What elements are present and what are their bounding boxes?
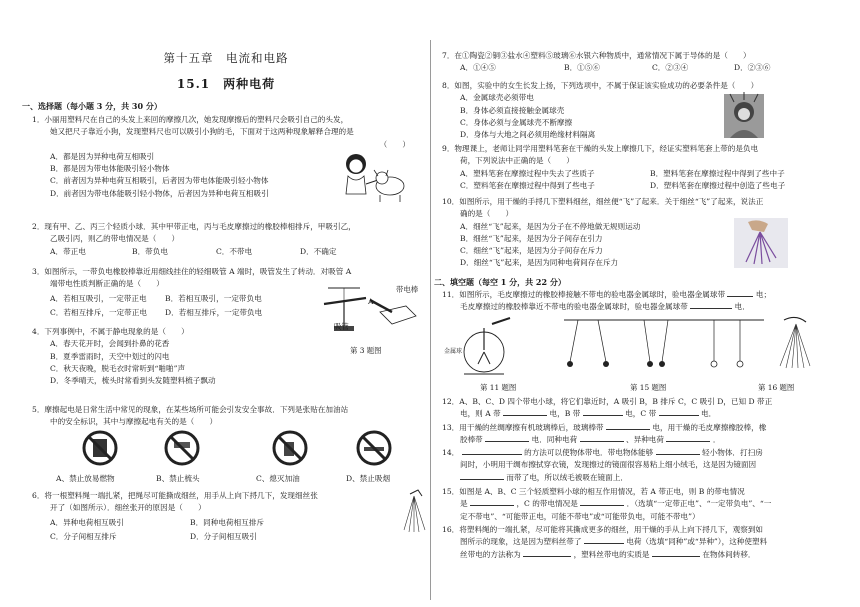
q16-blank-3[interactable] [652,556,700,557]
q15-text-2b: ，C 的带电情况是 [516,499,578,509]
q7-option-a[interactable]: A．①④⑤ [460,63,496,73]
q15-blank-2[interactable] [580,505,624,506]
q3-rod-label: 带电棒 [396,285,419,294]
q9-option-a[interactable]: A．塑料笔套在摩擦过程中失去了些质子 [460,168,595,178]
q13-blank-4[interactable] [666,441,710,442]
q13-text-2c: 、异种电荷 [626,435,664,445]
q11-caption: 第 11 题图 [480,383,517,392]
q10-option-d[interactable]: D．细丝“飞”起来，是因为同种电荷间存在斥力 [460,258,619,268]
q16-text-3a: 丝带电的方法称为 [460,549,521,559]
q15-caption: 第 15 题图 [630,383,667,392]
q6-option-a[interactable]: A．异种电荷相互吸引 [50,517,124,527]
q12-blank-c[interactable] [659,415,699,416]
q4-option-b[interactable]: B．夏季雷雨时，天空中划过的闪电 [50,351,170,361]
q15-balls-figure [564,318,764,378]
q14-text-1c: 轻小物体．打扫房 [702,448,763,457]
q10-option-b[interactable]: B．细丝“飞”起来，是因为分子间存在引力 [460,233,603,243]
q13-text-1b: 电，用干燥的毛皮摩擦橡胶棒，橡 [652,423,767,432]
q16-text-3c: 在物体间转移． [702,549,756,559]
q7-option-c[interactable]: C．②③④ [652,63,689,73]
q4-option-a[interactable]: A．春天花开时，会闻到扑鼻的花香 [50,339,170,349]
question-7 [442,50,838,75]
q3-line2: 端带电性质判断正确的是（ ） [50,279,164,289]
column-divider [430,40,431,600]
q15-blank-1[interactable] [470,505,514,506]
q12-text-2b: 电，B 带 [549,409,581,419]
q1-option-a[interactable]: A．都是因为异种电荷互相吸引 [50,151,155,161]
q12-text-2d: 电． [701,409,717,419]
sign-engine-off-icon[interactable] [272,430,308,466]
q3-straw-label: 吸管 [334,322,349,331]
q11-text-1b: 电； [755,290,772,299]
q6-option-c[interactable]: C．分子间相互排斥 [50,531,117,541]
question-4 [32,326,332,387]
q14-blank-1[interactable] [462,454,522,455]
q16-text-1: 16．将塑料绳的一端扎紧，尽可能将其撕成更多的细丝，用干燥的手从上向下捋几下，观察到如 [442,525,764,534]
q2-option-a[interactable]: A．带正电 [50,246,86,256]
question-9 [442,143,838,192]
q2-line2: 乙吸引丙，则乙的带电情况是（ ） [50,234,180,244]
q15-text-2a: 是 [460,499,468,509]
q3-option-d[interactable]: D．若相互排斥，一定带负电 [165,307,263,317]
q8-option-a[interactable]: A．金属球壳必须带电 [460,93,534,103]
q6-option-d[interactable]: D．分子间相互吸引 [190,531,257,541]
question-6 [32,490,412,543]
q5-option-c[interactable]: C、熄灭加油 [256,474,300,483]
q5-line2: 中的安全标识，其中与摩擦起电有关的是（ ） [50,417,218,427]
q6-line2: 开了（如图所示）．细丝张开的原因是（ ） [50,503,206,513]
q15-text-1: 15．如图是 A、B、C 三个轻质塑料小球的相互作用情况，若 A 带正电，则 B 的带电情况 [442,487,745,496]
q1-line2: 她又把尺子靠近小狗，发现塑料尺也可以吸引小狗的毛，下面对于这两种现象解释合理的是 [50,127,354,137]
q5-option-a[interactable]: A、禁止放易燃物 [56,474,115,483]
q13-text-2d: ． [712,435,721,445]
q9-option-d[interactable]: D．塑料笔套在摩擦过程中创造了些电子 [650,180,786,190]
q11-blank-1[interactable] [727,296,753,297]
q8-option-d[interactable]: D．身体与大地之间必须用绝缘材料隔离 [460,130,596,140]
q11-metal-ball-label: 金属球 [444,348,463,355]
q10-line1: 10．如图所示，用干燥的手捋几下塑料细丝，细丝便“飞”了起来．关于细丝“飞”了起来，说法正 [442,197,764,206]
q14-text-1a: 14． [442,448,460,457]
part2-heading: 二、填空题（每空 1 分，共 22 分） [434,277,566,287]
q15-text-2c: ．（选填“一定带正电”、“一定带负电”、“一 [626,499,772,509]
q13-blank-3[interactable] [580,441,624,442]
q6-strands-figure [400,490,430,534]
question-12 [442,396,838,421]
question-14 [442,447,838,484]
q3-line1: 3．如图所示，一带负电橡胶棒靠近用细线挂住的轻细吸管 A 端时，吸管发生了转动．对吸管 A [32,267,352,276]
sign-no-smoking-icon[interactable] [356,430,392,466]
q5-options [56,473,446,485]
q4-line1: 4．下列事例中，不属于静电现象的是（ ） [32,327,189,336]
q6-line1: 6．将一根塑料绳一端扎紧，把绳尽可能撕成细丝，用手从上向下捋几下，发现细丝张 [32,491,318,500]
q16-text-2a: 图所示的现象，这是因为塑料丝带了 [460,537,582,547]
question-15 [442,486,838,523]
question-2 [32,221,422,258]
q2-option-b[interactable]: B．带负电 [132,246,168,256]
q9-line1: 9．物理课上，老师让同学用塑料笔套在干燥的头发上摩擦几下，经证实塑料笔套上带的是负电 [442,144,759,153]
q16-blank-2[interactable] [523,556,571,557]
q13-text-2b: 电．同种电荷 [531,435,578,445]
q12-text-1: 12．A、B、C、D 四个带电小球，将它们靠近时，A 吸引 B，B 排斥 C，C 吸引 D，已知 D 带正 [442,397,773,406]
q1-option-c[interactable]: C．前者因为异种电荷互相吸引，后者因为带电体能吸引轻小物体 [50,176,269,186]
q11-text-2b: 电． [734,302,750,312]
q12-blank-b[interactable] [583,415,623,416]
q14-text-1b: 的方法可以使物体带电．带电物体能够 [524,448,654,457]
q14-text-2: 间时，小明用干绸布擦拭穿衣镜，发现擦过的镜面很容易粘上细小绒毛，这是因为镜面因 [460,460,757,470]
q15-text-3: 定不带电”、“可能带正电，可能不带电”或“可能带负电，可能不带电”） [460,511,700,521]
q1-option-d[interactable]: D．前者因为带电体能吸引轻小物体，后者因为异种电荷互相吸引 [50,188,269,198]
sign-no-flammables-icon[interactable] [82,430,118,466]
part1-heading: 一、选择题（每小题 3 分，共 30 分） [22,101,162,111]
q8-girl-photo [724,94,764,138]
q16-caption: 第 16 题图 [758,383,795,392]
q12-text-2c: 电，C 带 [625,409,657,419]
q12-blank-a[interactable] [503,415,547,416]
q5-option-d[interactable]: D、禁止吸烟 [346,474,391,483]
q14-text-3b: 而带了电，所以绒毛被吸在镜面上． [506,472,628,482]
q16-text-3b: ，塑料丝带电的实质是 [573,549,650,559]
question-5 [32,404,422,429]
question-16 [442,524,838,561]
q3-caption: 第 3 题图 [350,346,382,355]
q13-blank-1[interactable] [606,429,650,430]
q16-strands-figure [776,314,816,370]
q11-blank-2[interactable] [690,308,732,309]
question-8 [442,80,838,141]
q7-line1: 7．在①陶瓷②铜③盐水④塑料⑤玻璃⑥水银六种物质中，通常情况下属于导体的是（ ） [442,51,751,60]
q10-line2: 确的是（ ） [460,209,514,219]
q3-option-a[interactable]: A．若相互吸引，一定带正电 [50,293,147,303]
q4-option-d[interactable]: D．冬季晴天，梳头时常看到头发随塑料梳子飘动 [50,376,216,386]
question-11 [442,289,838,314]
q13-text-2a: 胶棒带 [460,435,483,445]
q8-option-b[interactable]: B．身体必须直接接触金属球壳 [460,105,565,115]
chapter-title: 第十五章 电流和电路 [163,51,289,65]
question-13 [442,422,838,447]
q3-option-b[interactable]: B．若相互吸引，一定带负电 [165,293,262,303]
q2-line1: 2．现有甲、乙、丙三个轻质小球．其中甲带正电，丙与毛皮摩擦过的橡胶棒相排斥，甲吸引乙， [32,222,356,231]
sign-no-combing-icon[interactable] [164,430,200,466]
q2-option-c[interactable]: C．不带电 [216,246,253,256]
q11-text-2a: 毛皮摩擦过的橡胶棒靠近不带电的验电器金属球时，验电器金属球带 [460,302,688,312]
q3-option-c[interactable]: C．若相互排斥，一定带正电 [50,307,147,317]
q6-option-b[interactable]: B．同种电荷相互排斥 [190,517,264,527]
q10-strands-photo [734,218,788,268]
q10-option-a[interactable]: A．细丝“飞”起来，是因为分子在不停地做无规则运动 [460,221,641,231]
q3-end-a-label: A [368,297,374,306]
q2-option-d[interactable]: D．不确定 [300,246,337,256]
q11-electroscope-figure [456,318,512,378]
q14-blank-3[interactable] [460,479,504,480]
q13-text-1a: 13．用干燥的丝绸摩擦有机玻璃棒后，玻璃棒带 [442,423,604,432]
q9-line2: 荷，下列说法中正确的是（ ） [460,156,574,166]
q7-option-d[interactable]: D．②③⑥ [734,63,771,73]
q1-line1: 1．小丽用塑料尺在自己的头发上来回的摩擦几次，她发现摩擦后的塑料尺会吸引自己的头发， [32,115,349,124]
q7-option-b[interactable]: B．①⑤⑥ [564,63,600,73]
q1-option-b[interactable]: B．都是因为带电体能吸引轻小物体 [50,164,170,174]
q14-blank-2[interactable] [656,454,700,455]
q12-text-2a: 电，则 A 带 [460,409,501,419]
girl-dog-illustration [338,150,408,208]
q9-option-b[interactable]: B．塑料笔套在摩擦过程中得到了些中子 [650,168,785,178]
q5-line1: 5．摩擦起电是日常生活中常见的现象，在某些场所可能会引发安全事故．下列是张贴在加油站 [32,405,349,414]
q13-blank-2[interactable] [485,441,529,442]
q1-paren: （ ） [379,139,410,149]
section-title: 15.1 两种电荷 [176,77,276,91]
q4-option-c[interactable]: C．秋天夜晚，脱毛衣时常听到“啪啪”声 [50,363,186,373]
q9-option-c[interactable]: C．塑料笔套在摩擦过程中得到了些电子 [460,180,595,190]
q8-line1: 8．如图，实验中的女生长发上扬，下列选项中，不属于保证该实验成功的必要条件是（ ） [442,81,759,90]
q16-text-2b: 电荷（选填“同种”或“异种”），这种使塑料 [626,537,768,547]
q16-blank-1[interactable] [584,543,624,544]
q5-option-b[interactable]: B、禁止梳头 [156,474,200,483]
q8-option-c[interactable]: C．身体必须与金属球壳不断摩擦 [460,117,573,127]
q11-text-1a: 11．如图所示，毛皮摩擦过的橡胶棒接触不带电的验电器金属球时，验电器金属球带 [442,290,726,299]
q10-option-c[interactable]: C．细丝“飞”起来，是因为分子间存在斥力 [460,246,603,256]
